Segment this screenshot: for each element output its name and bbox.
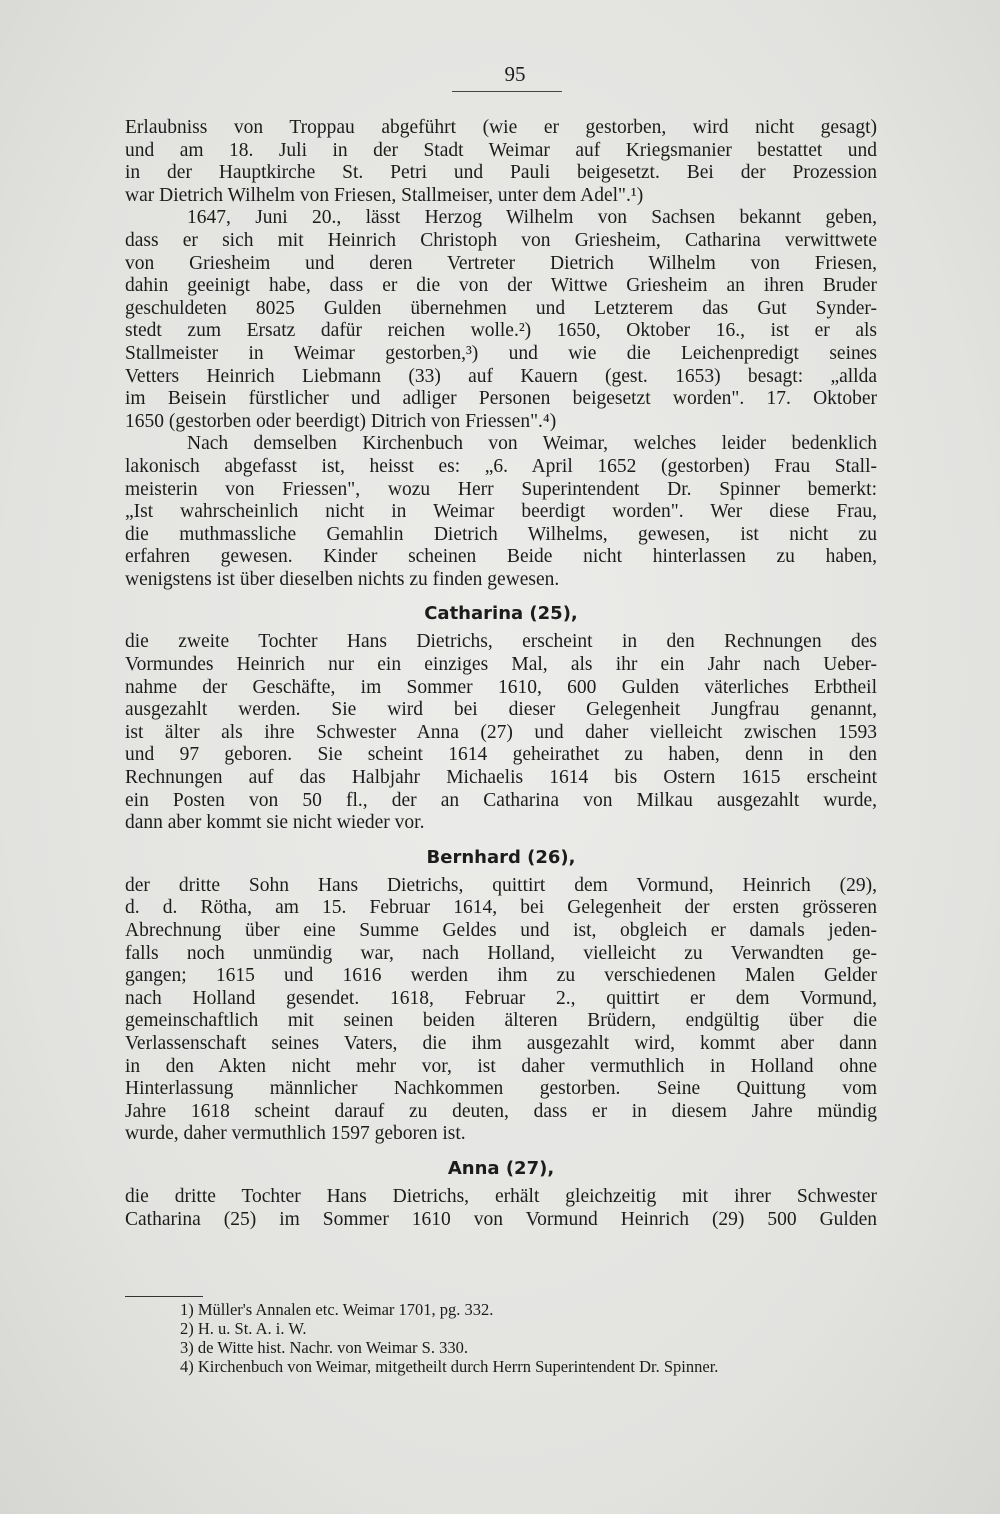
footnote xyxy=(180,1300,880,1319)
text-line: der dritte Sohn Hans Dietrichs, quittirt dem Vormund, Heinrich (29), xyxy=(125,874,877,896)
paragraph-1 xyxy=(125,117,877,207)
footnote-mark: 3) xyxy=(180,1338,194,1357)
text-line: Nach demselben Kirchenbuch von Weimar, welches leider bedenklich xyxy=(187,433,877,455)
paragraph-anna xyxy=(125,1186,877,1231)
text-line: ausgezahlt werden. Sie wird bei dieser Gelegenheit Jungfrau genannt, xyxy=(125,699,877,721)
footnote-mark: 1) xyxy=(180,1300,194,1319)
text-line: 1647, Juni 20., lässt Herzog Wilhelm von Sachsen bekannt geben, xyxy=(187,207,877,229)
footnote-text: Müller's Annalen etc. Weimar 1701, pg. 332. xyxy=(197,1300,494,1319)
footnote xyxy=(180,1357,880,1376)
body-text xyxy=(125,117,877,1231)
text-line: d. d. Rötha, am 15. Februar 1614, bei Gelegenheit der ersten grösseren xyxy=(125,897,877,919)
text-line: wenigstens ist über dieselben nichts zu finden gewesen. xyxy=(125,568,560,590)
footnote-rule xyxy=(125,1296,203,1297)
text-line: nach Holland gesendet. 1618, Februar 2., quittirt er dem Vormund, xyxy=(125,987,877,1009)
text-line: Vetters Heinrich Liebmann (33) auf Kauern (gest. 1653) besagt: „allda xyxy=(125,365,877,387)
text-line: Verlassenschaft seines Vaters, die ihm ausgezahlt wird, kommt aber dann xyxy=(125,1032,877,1054)
text-line: Hinterlassung männlicher Nachkommen gestorben. Seine Quittung vom xyxy=(125,1078,877,1100)
text-line: die zweite Tochter Hans Dietrichs, erscheint in den Rechnungen des xyxy=(125,631,877,653)
footnote-mark: 4) xyxy=(180,1357,194,1376)
text-line: nahme der Geschäfte, im Sommer 1610, 600 Gulden väterliches Erbtheil xyxy=(125,676,877,698)
text-line: lakonisch abgefasst ist, heisst es: „6. April 1652 (gestorben) Frau Stall- xyxy=(125,455,877,477)
text-line: dann aber kommt sie nicht wieder vor. xyxy=(125,812,425,834)
text-line: dass er sich mit Heinrich Christoph von Griesheim, Catharina verwittwete xyxy=(125,229,877,251)
text-line: in den Akten nicht mehr vor, ist daher vermuthlich in Holland ohne xyxy=(125,1055,877,1077)
text-line: die muthmassliche Gemahlin Dietrich Wilhelms, gewesen, ist nicht zu xyxy=(125,523,877,545)
section-heading-bernhard: Bernhard (26), xyxy=(426,846,576,868)
page-number-rule xyxy=(452,91,562,92)
text-line: Stallmeister in Weimar gestorben,³) und wie die Leichenpredigt seines xyxy=(125,342,877,364)
text-line: im Beisein fürstlicher und adliger Personen beigesetzt worden". 17. Oktober xyxy=(125,388,877,410)
text-line: Jahre 1618 scheint darauf zu deuten, dass er in diesem Jahre mündig xyxy=(125,1100,877,1122)
section-heading-anna: Anna (27), xyxy=(447,1157,555,1179)
text-line: „Ist wahrscheinlich nicht in Weimar beerdigt worden". Wer diese Frau, xyxy=(125,501,877,523)
text-line: Erlaubniss von Troppau abgeführt (wie er gestorben, wird nicht gesagt) xyxy=(125,117,877,138)
text-line: stedt zum Ersatz dafür reichen wolle.²) 1650, Oktober 16., ist er als xyxy=(125,320,877,342)
text-line: geschuldeten 8025 Gulden übernehmen und Letzterem das Gut Synder- xyxy=(125,297,877,319)
footnote-text: Kirchenbuch von Weimar, mitgetheilt durch Herrn Superintendent Dr. Spinner. xyxy=(197,1357,719,1376)
text-line: Catharina (25) im Sommer 1610 von Vormund Heinrich (29) 500 Gulden xyxy=(125,1208,877,1230)
paragraph-catharina xyxy=(125,631,877,834)
text-line: und 97 geboren. Sie scheint 1614 geheirathet zu haben, denn in den xyxy=(125,744,877,766)
text-line: meisterin von Friessen", wozu Herr Superintendent Dr. Spinner bemerkt: xyxy=(125,478,877,500)
text-line: Abrechnung über eine Summe Geldes und ist, obgleich er damals jeden- xyxy=(125,920,877,941)
footnote-text: H. u. St. A. i. W. xyxy=(197,1319,307,1338)
text-line: die dritte Tochter Hans Dietrichs, erhält gleichzeitig mit ihrer Schwester xyxy=(125,1185,877,1207)
page-number: 95 xyxy=(504,62,526,86)
text-line: und am 18. Juli in der Stadt Weimar auf Kriegsmanier bestattet und xyxy=(125,139,877,161)
footnote xyxy=(180,1338,880,1357)
text-line: Vormundes Heinrich nur ein einziges Mal, als ihr ein Jahr nach Ueber- xyxy=(125,654,877,676)
paragraph-3 xyxy=(125,433,877,591)
text-line: ist älter als ihre Schwester Anna (27) und daher vielleicht zwischen 1593 xyxy=(125,721,877,743)
footnotes xyxy=(180,1300,880,1376)
text-line: gangen; 1615 und 1616 werden ihm zu verschiedenen Malen Gelder xyxy=(125,965,877,987)
text-line: gemeinschaftlich mit seinen beiden älteren Brüdern, endgültig über die xyxy=(125,1010,877,1032)
text-line: ein Posten von 50 fl., der an Catharina von Milkau ausgezahlt wurde, xyxy=(125,789,877,811)
text-line: in der Hauptkirche St. Petri und Pauli beigesetzt. Bei der Prozession xyxy=(125,162,877,184)
footnote xyxy=(180,1319,880,1338)
paragraph-bernhard xyxy=(125,875,877,1146)
text-line: 1650 (gestorben oder beerdigt) Ditrich von Friessen".⁴) xyxy=(125,410,557,432)
text-line: erfahren gewesen. Kinder scheinen Beide nicht hinterlassen zu haben, xyxy=(125,546,877,568)
section-heading-catharina: Catharina (25), xyxy=(424,603,578,625)
text-line: war Dietrich Wilhelm von Friesen, Stallmeiser, unter dem Adel".¹) xyxy=(125,184,644,206)
text-line: falls noch unmündig war, nach Holland, vielleicht zu Verwandten ge- xyxy=(125,942,877,964)
text-line: dahin geeinigt habe, dass er die von der Wittwe Griesheim an ihren Bruder xyxy=(125,275,877,297)
text-line: Rechnungen auf das Halbjahr Michaelis 1614 bis Ostern 1615 erscheint xyxy=(125,767,877,789)
footnote-text: de Witte hist. Nachr. von Weimar S. 330. xyxy=(197,1338,468,1357)
text-line: von Griesheim und deren Vertreter Dietrich Wilhelm von Friesen, xyxy=(125,252,877,274)
footnote-mark: 2) xyxy=(180,1319,194,1338)
paragraph-2 xyxy=(125,207,877,433)
text-line: wurde, daher vermuthlich 1597 geboren ist. xyxy=(125,1123,466,1145)
